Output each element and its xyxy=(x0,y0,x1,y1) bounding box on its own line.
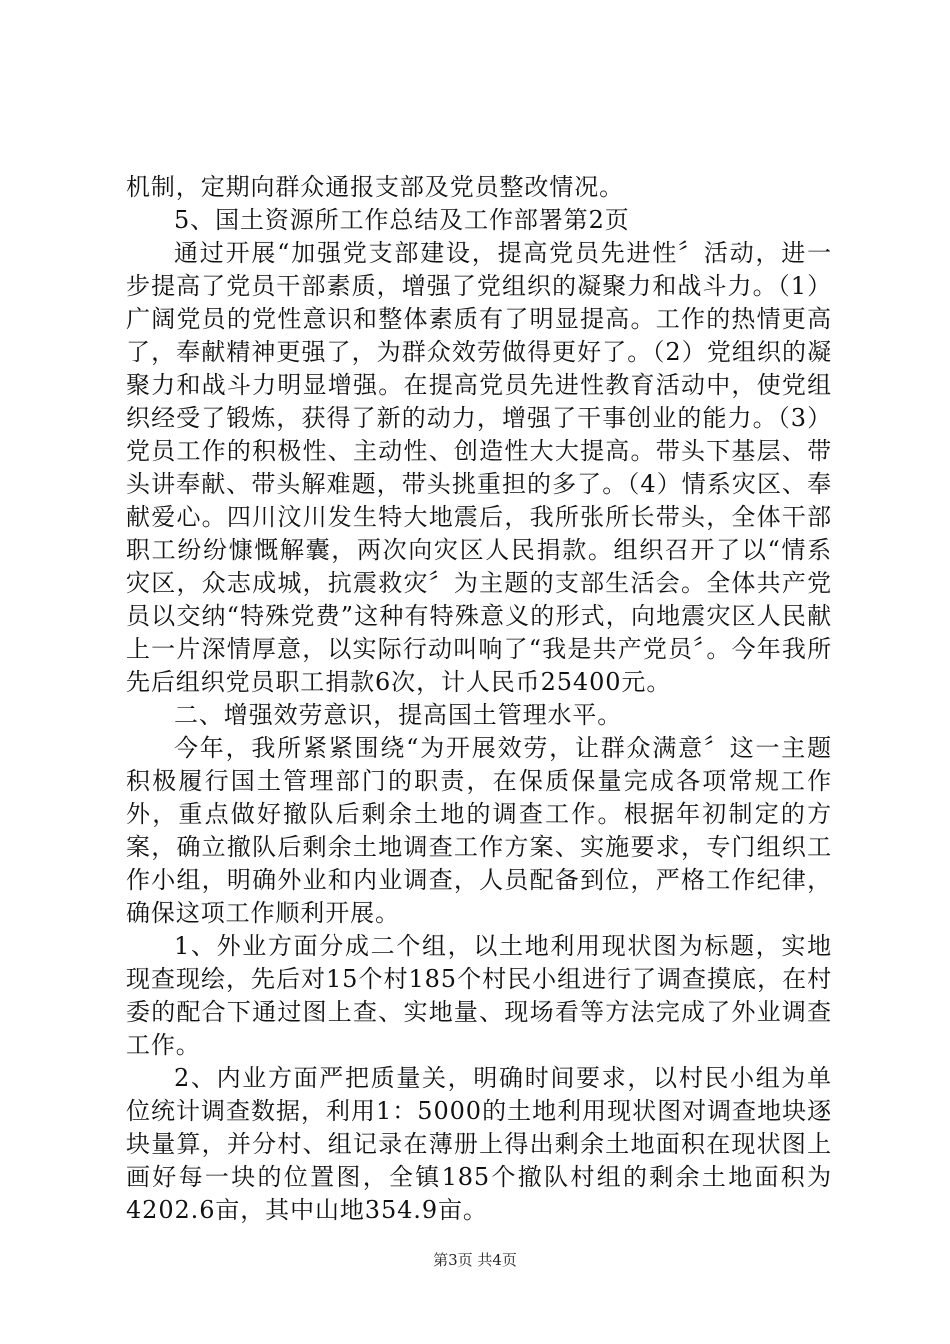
page-footer: 第3页 共4页 xyxy=(433,1251,517,1269)
document-body xyxy=(126,171,832,1227)
paragraph-6: 1、外业方面分成二个组，以土地利用现状图为标题，实地现查现绘，先后对15个村185个村民小组进行了调查摸底，在村委的配合下通过图上查、实地量、现场看等方法完成了外业调查工作。 xyxy=(126,932,832,1059)
paragraph-2: 5、国土资源所工作总结及工作部署第2页 xyxy=(174,206,630,234)
paragraph-5: 今年，我所紧紧围绕“为开展效劳，让群众满意〞这一主题积极履行国土管理部门的职责，在保质保量完成各项常规工作外，重点做好撤队后剩余土地的调查工作。根据年初制定的方案，确立撤队后剩余土地调查工作方案、实施要求，专门组织工作小组，明确外业和内业调查，人员配备到位，严格工作纪律，确保这项工作顺利开展。 xyxy=(126,734,832,927)
paragraph-3: 通过开展“加强党支部建设，提高党员先进性〞活动，进一步提高了党员干部素质，增强了党组织的凝聚力和战斗力。（1）广阔党员的党性意识和整体素质有了明显提高。工作的热情更高了，奉献精神更强了，为群众效劳做得更好了。（2）党组织的凝聚力和战斗力明显增强。在提高党员先进性教育活动中，使党组织经受了锻炼，获得了新的动力，增强了干事创业的能力。（3）党员工作的积极性、主动性、创造性大大提高。带头下基层、带头讲奉献、带头解难题，带头挑重担的多了。（4）情系灾区、奉献爱心。四川汶川发生特大地震后，我所张所长带头，全体干部职工纷纷慷慨解囊，两次向灾区人民捐款。组织召开了以“情系灾区，众志成城，抗震救灾〞为主题的支部生活会。全体共产党员以交纳“特殊党费”这种有特殊意义的形式，向地震灾区人民献上一片深情厚意，以实际行动叫响了“我是共产党员〞。今年我所先后组织党员职工捐款6次，计人民币25400元。 xyxy=(126,239,832,696)
paragraph-1: 机制，定期向群众通报支部及党员整改情况。 xyxy=(126,173,624,201)
paragraph-4: 二、增强效劳意识，提高国土管理水平。 xyxy=(174,701,623,729)
paragraph-7: 2、内业方面严把质量关，明确时间要求，以村民小组为单位统计调查数据，利用1：5000的土地利用现状图对调查地块逐块量算，并分村、组记录在薄册上得出剩余土地面积在现状图上画好每一块的位置图，全镇185个撤队村组的剩余土地面积为4202.6亩，其中山地354.9亩。 xyxy=(126,1064,832,1224)
